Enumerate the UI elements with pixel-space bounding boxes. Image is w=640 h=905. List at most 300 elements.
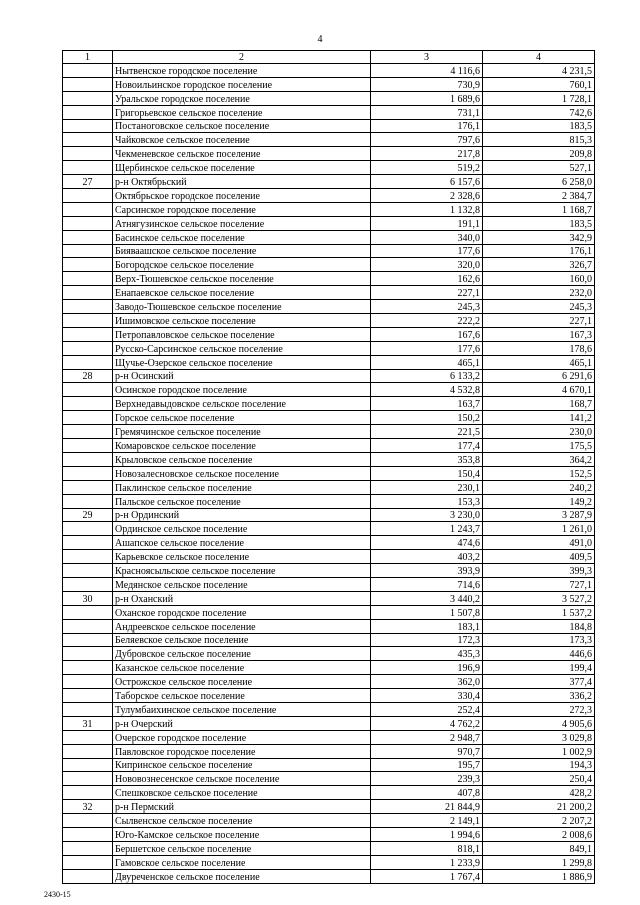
row-value-col3: 1 132,8 [371, 202, 483, 216]
row-value-col4: 272,3 [483, 702, 595, 716]
row-number [63, 744, 113, 758]
row-name: р-н Ординский [113, 508, 371, 522]
row-name: Енапаевское сельское поселение [113, 286, 371, 300]
table-row [63, 744, 595, 758]
row-number [63, 355, 113, 369]
row-value-col4: 178,6 [483, 341, 595, 355]
table-row [63, 383, 595, 397]
row-value-col4: 2 384,7 [483, 189, 595, 203]
row-value-col4: 184,8 [483, 619, 595, 633]
row-value-col3: 150,4 [371, 466, 483, 480]
row-number [63, 550, 113, 564]
row-value-col3: 797,6 [371, 133, 483, 147]
row-value-col3: 4 532,8 [371, 383, 483, 397]
row-number [63, 855, 113, 869]
row-number [63, 425, 113, 439]
row-number [63, 105, 113, 119]
table-row [63, 452, 595, 466]
row-name: Очерское городское поселение [113, 730, 371, 744]
table-row [63, 202, 595, 216]
row-value-col3: 730,9 [371, 77, 483, 91]
row-value-col4: 245,3 [483, 300, 595, 314]
row-value-col4: 173,3 [483, 633, 595, 647]
row-name: Тулумбаихинское сельское поселение [113, 702, 371, 716]
row-value-col3: 519,2 [371, 161, 483, 175]
row-value-col3: 1 243,7 [371, 522, 483, 536]
row-name: Оханское городское поселение [113, 605, 371, 619]
table-row [63, 494, 595, 508]
district-row [63, 508, 595, 522]
data-table [62, 50, 595, 884]
row-name: Юго-Камское сельское поселение [113, 827, 371, 841]
table-row [63, 147, 595, 161]
row-value-col4: 364,2 [483, 452, 595, 466]
table-row [63, 161, 595, 175]
row-number [63, 147, 113, 161]
row-number [63, 619, 113, 633]
row-value-col3: 2 328,6 [371, 189, 483, 203]
row-value-col3: 474,6 [371, 536, 483, 550]
row-name: Чайковское сельское поселение [113, 133, 371, 147]
row-value-col4: 336,2 [483, 689, 595, 703]
row-value-col3: 330,4 [371, 689, 483, 703]
row-value-col4: 6 291,6 [483, 369, 595, 383]
table-row [63, 64, 595, 78]
row-value-col4: 160,0 [483, 272, 595, 286]
table-row [63, 314, 595, 328]
row-number: 32 [63, 800, 113, 814]
row-name: Таборское сельское поселение [113, 689, 371, 703]
row-value-col4: 240,2 [483, 480, 595, 494]
district-row [63, 716, 595, 730]
table-row [63, 341, 595, 355]
row-name: Пальское сельское поселение [113, 494, 371, 508]
row-value-col3: 407,8 [371, 786, 483, 800]
row-number [63, 522, 113, 536]
row-number [63, 286, 113, 300]
row-number [63, 772, 113, 786]
row-value-col4: 409,5 [483, 550, 595, 564]
row-name: Ишимовское сельское поселение [113, 314, 371, 328]
row-value-col3: 167,6 [371, 327, 483, 341]
row-value-col4: 1 261,0 [483, 522, 595, 536]
row-value-col3: 222,2 [371, 314, 483, 328]
row-value-col4: 527,1 [483, 161, 595, 175]
row-value-col4: 2 207,2 [483, 814, 595, 828]
table-row [63, 230, 595, 244]
row-value-col4: 727,1 [483, 577, 595, 591]
row-value-col4: 141,2 [483, 411, 595, 425]
row-value-col3: 1 689,6 [371, 91, 483, 105]
row-value-col4: 849,1 [483, 841, 595, 855]
row-number [63, 786, 113, 800]
row-value-col3: 177,6 [371, 341, 483, 355]
row-name: Богородское сельское поселение [113, 258, 371, 272]
row-number [63, 133, 113, 147]
row-number [63, 77, 113, 91]
row-number [63, 161, 113, 175]
row-name: Сылвенское сельское поселение [113, 814, 371, 828]
table-row [63, 272, 595, 286]
row-value-col4: 1 728,1 [483, 91, 595, 105]
row-value-col3: 221,5 [371, 425, 483, 439]
row-value-col4: 175,5 [483, 439, 595, 453]
row-value-col3: 245,3 [371, 300, 483, 314]
row-number [63, 341, 113, 355]
row-value-col3: 340,0 [371, 230, 483, 244]
table-row [63, 439, 595, 453]
row-value-col3: 435,3 [371, 647, 483, 661]
row-value-col3: 970,7 [371, 744, 483, 758]
row-value-col4: 1 886,9 [483, 869, 595, 883]
table-row [63, 577, 595, 591]
row-number [63, 827, 113, 841]
table-row [63, 536, 595, 550]
table-row [63, 119, 595, 133]
row-value-col4: 342,9 [483, 230, 595, 244]
row-name: р-н Оханский [113, 591, 371, 605]
row-value-col3: 4 116,6 [371, 64, 483, 78]
row-name: Русско-Сарсинское сельское поселение [113, 341, 371, 355]
row-name: р-н Осинский [113, 369, 371, 383]
row-name: Новозалесновское сельское поселение [113, 466, 371, 480]
row-number [63, 91, 113, 105]
row-value-col3: 196,9 [371, 661, 483, 675]
row-value-col4: 1 168,7 [483, 202, 595, 216]
table-row [63, 355, 595, 369]
row-value-col4: 250,4 [483, 772, 595, 786]
row-value-col3: 6 157,6 [371, 175, 483, 189]
table-row [63, 397, 595, 411]
row-value-col4: 227,1 [483, 314, 595, 328]
row-number [63, 647, 113, 661]
table-row [63, 758, 595, 772]
row-name: Карьевское сельское поселение [113, 550, 371, 564]
row-number [63, 494, 113, 508]
row-name: Павловское городское поселение [113, 744, 371, 758]
row-number [63, 536, 113, 550]
row-number: 31 [63, 716, 113, 730]
row-number [63, 702, 113, 716]
row-value-col3: 1 767,4 [371, 869, 483, 883]
district-row [63, 175, 595, 189]
row-number [63, 216, 113, 230]
row-number [63, 633, 113, 647]
row-value-col4: 152,5 [483, 466, 595, 480]
table-row [63, 244, 595, 258]
row-value-col4: 1 299,8 [483, 855, 595, 869]
row-value-col3: 731,1 [371, 105, 483, 119]
row-number: 27 [63, 175, 113, 189]
row-name: Дубровское сельское поселение [113, 647, 371, 661]
row-value-col3: 353,8 [371, 452, 483, 466]
row-value-col4: 3 287,9 [483, 508, 595, 522]
row-value-col4: 815,3 [483, 133, 595, 147]
row-name: Верхнедавыдовское сельское поселение [113, 397, 371, 411]
row-value-col4: 760,1 [483, 77, 595, 91]
row-value-col4: 446,6 [483, 647, 595, 661]
row-value-col3: 163,7 [371, 397, 483, 411]
table-body [63, 64, 595, 884]
row-value-col3: 191,1 [371, 216, 483, 230]
table-row [63, 91, 595, 105]
table-row [63, 661, 595, 675]
row-number [63, 411, 113, 425]
row-number [63, 439, 113, 453]
row-value-col3: 153,3 [371, 494, 483, 508]
row-number [63, 814, 113, 828]
row-value-col3: 3 440,2 [371, 591, 483, 605]
row-value-col4: 199,4 [483, 661, 595, 675]
row-name: Постаноговское сельское поселение [113, 119, 371, 133]
row-value-col3: 362,0 [371, 675, 483, 689]
table-row [63, 77, 595, 91]
row-name: Уральское городское поселение [113, 91, 371, 105]
row-name: Нововознесенское сельское поселение [113, 772, 371, 786]
row-number [63, 230, 113, 244]
table-row [63, 105, 595, 119]
row-value-col3: 162,6 [371, 272, 483, 286]
row-value-col4: 742,6 [483, 105, 595, 119]
row-value-col3: 227,1 [371, 286, 483, 300]
row-value-col4: 209,8 [483, 147, 595, 161]
row-value-col3: 230,1 [371, 480, 483, 494]
row-value-col3: 177,6 [371, 244, 483, 258]
table-row [63, 522, 595, 536]
row-number [63, 466, 113, 480]
row-number [63, 202, 113, 216]
row-value-col4: 168,7 [483, 397, 595, 411]
row-name: Нытвенское городское поселение [113, 64, 371, 78]
page-number: 4 [317, 34, 323, 45]
row-number [63, 189, 113, 203]
row-value-col3: 217,8 [371, 147, 483, 161]
row-value-col4: 491,0 [483, 536, 595, 550]
row-number [63, 841, 113, 855]
row-value-col4: 230,0 [483, 425, 595, 439]
row-name: Октябрьское городское поселение [113, 189, 371, 203]
row-value-col3: 172,3 [371, 633, 483, 647]
row-value-col4: 326,7 [483, 258, 595, 272]
row-name: Заводо-Тюшевское сельское поселение [113, 300, 371, 314]
row-name: Андреевское сельское поселение [113, 619, 371, 633]
table-row [63, 855, 595, 869]
row-number [63, 564, 113, 578]
table-row [63, 327, 595, 341]
table-row [63, 633, 595, 647]
row-name: Ашапское сельское поселение [113, 536, 371, 550]
row-name: р-н Очерский [113, 716, 371, 730]
row-value-col4: 465,1 [483, 355, 595, 369]
row-number: 30 [63, 591, 113, 605]
row-value-col4: 176,1 [483, 244, 595, 258]
row-value-col4: 167,3 [483, 327, 595, 341]
table-row [63, 827, 595, 841]
row-value-col3: 2 948,7 [371, 730, 483, 744]
row-number [63, 689, 113, 703]
row-value-col3: 1 994,6 [371, 827, 483, 841]
row-name: Верх-Тюшевское сельское поселение [113, 272, 371, 286]
table-row [63, 466, 595, 480]
row-name: Спешковское сельское поселение [113, 786, 371, 800]
row-value-col4: 183,5 [483, 216, 595, 230]
row-name: Острожское сельское поселение [113, 675, 371, 689]
row-number [63, 605, 113, 619]
row-value-col3: 714,6 [371, 577, 483, 591]
row-number [63, 452, 113, 466]
row-name: Чекменевское сельское поселение [113, 147, 371, 161]
row-value-col3: 177,4 [371, 439, 483, 453]
row-value-col3: 818,1 [371, 841, 483, 855]
row-name: Двуреченское сельское поселение [113, 869, 371, 883]
row-name: р-н Пермский [113, 800, 371, 814]
table-row [63, 786, 595, 800]
table-row [63, 605, 595, 619]
row-value-col4: 3 527,2 [483, 591, 595, 605]
header-col-2: 2 [113, 51, 371, 64]
district-row [63, 369, 595, 383]
row-value-col4: 1 002,9 [483, 744, 595, 758]
row-name: Басинское сельское поселение [113, 230, 371, 244]
row-name: Бершетское сельское поселение [113, 841, 371, 855]
table-row [63, 619, 595, 633]
row-number [63, 730, 113, 744]
row-number [63, 64, 113, 78]
row-name: Новоильинское городское поселение [113, 77, 371, 91]
table-row [63, 286, 595, 300]
table-row [63, 411, 595, 425]
row-value-col4: 399,3 [483, 564, 595, 578]
row-value-col3: 393,9 [371, 564, 483, 578]
row-number [63, 480, 113, 494]
row-number [63, 661, 113, 675]
row-number: 29 [63, 508, 113, 522]
row-name: Беляевское сельское поселение [113, 633, 371, 647]
row-number [63, 272, 113, 286]
table-row [63, 133, 595, 147]
row-name: Крыловское сельское поселение [113, 452, 371, 466]
row-value-col3: 1 507,8 [371, 605, 483, 619]
row-value-col3: 465,1 [371, 355, 483, 369]
row-name: Бияваашское сельское поселение [113, 244, 371, 258]
row-name: Сарсинское городское поселение [113, 202, 371, 216]
district-row [63, 800, 595, 814]
row-number [63, 577, 113, 591]
row-number [63, 869, 113, 883]
row-name: Щучье-Озерское сельское поселение [113, 355, 371, 369]
row-value-col3: 6 133,2 [371, 369, 483, 383]
table-row [63, 189, 595, 203]
row-number [63, 327, 113, 341]
row-value-col3: 403,2 [371, 550, 483, 564]
table-row [63, 772, 595, 786]
header-col-1: 1 [63, 51, 113, 64]
district-row [63, 591, 595, 605]
row-value-col3: 176,1 [371, 119, 483, 133]
row-name: Комаровское сельское поселение [113, 439, 371, 453]
table-row [63, 730, 595, 744]
row-value-col3: 183,1 [371, 619, 483, 633]
row-value-col3: 195,7 [371, 758, 483, 772]
table-row [63, 689, 595, 703]
row-number [63, 314, 113, 328]
row-value-col3: 1 233,9 [371, 855, 483, 869]
table-row [63, 480, 595, 494]
row-number: 28 [63, 369, 113, 383]
row-value-col4: 428,2 [483, 786, 595, 800]
table-row [63, 675, 595, 689]
row-value-col3: 252,4 [371, 702, 483, 716]
row-name: Григорьевское сельское поселение [113, 105, 371, 119]
row-value-col4: 4 231,5 [483, 64, 595, 78]
row-name: Атнягузинское сельское поселение [113, 216, 371, 230]
row-value-col3: 3 230,0 [371, 508, 483, 522]
document-code: 2430-15 [44, 890, 71, 899]
row-number [63, 119, 113, 133]
row-name: Горское сельское поселение [113, 411, 371, 425]
row-name: Гремячинское сельское поселение [113, 425, 371, 439]
row-name: Паклинское сельское поселение [113, 480, 371, 494]
row-value-col4: 4 905,6 [483, 716, 595, 730]
table-row [63, 300, 595, 314]
table-row [63, 550, 595, 564]
row-value-col4: 194,3 [483, 758, 595, 772]
row-value-col4: 21 200,2 [483, 800, 595, 814]
header-col-3: 3 [371, 51, 483, 64]
table-row [63, 258, 595, 272]
row-number [63, 300, 113, 314]
row-name: Медянское сельское поселение [113, 577, 371, 591]
table-row [63, 564, 595, 578]
table-header-row [63, 51, 595, 64]
table-row [63, 841, 595, 855]
row-value-col4: 6 258,0 [483, 175, 595, 189]
table-row [63, 814, 595, 828]
table-row [63, 647, 595, 661]
table-row [63, 216, 595, 230]
table-row [63, 702, 595, 716]
row-value-col3: 21 844,9 [371, 800, 483, 814]
row-name: р-н Октябрьский [113, 175, 371, 189]
row-value-col3: 4 762,2 [371, 716, 483, 730]
row-value-col4: 149,2 [483, 494, 595, 508]
row-name: Ординское сельское поселение [113, 522, 371, 536]
row-value-col4: 3 029,8 [483, 730, 595, 744]
table-row [63, 425, 595, 439]
row-value-col4: 183,5 [483, 119, 595, 133]
row-value-col4: 232,0 [483, 286, 595, 300]
row-number [63, 675, 113, 689]
row-number [63, 758, 113, 772]
table-row [63, 869, 595, 883]
header-col-4: 4 [483, 51, 595, 64]
row-number [63, 383, 113, 397]
row-name: Петропавловское сельское поселение [113, 327, 371, 341]
row-number [63, 244, 113, 258]
row-name: Казанское сельское поселение [113, 661, 371, 675]
row-value-col3: 150,2 [371, 411, 483, 425]
row-number [63, 258, 113, 272]
row-number [63, 397, 113, 411]
row-value-col4: 1 537,2 [483, 605, 595, 619]
row-name: Щербинское сельское поселение [113, 161, 371, 175]
row-name: Осинское городское поселение [113, 383, 371, 397]
row-value-col4: 4 670,1 [483, 383, 595, 397]
row-name: Кипринское сельское поселение [113, 758, 371, 772]
row-value-col4: 2 008,6 [483, 827, 595, 841]
row-name: Гамовское сельское поселение [113, 855, 371, 869]
row-value-col4: 377,4 [483, 675, 595, 689]
